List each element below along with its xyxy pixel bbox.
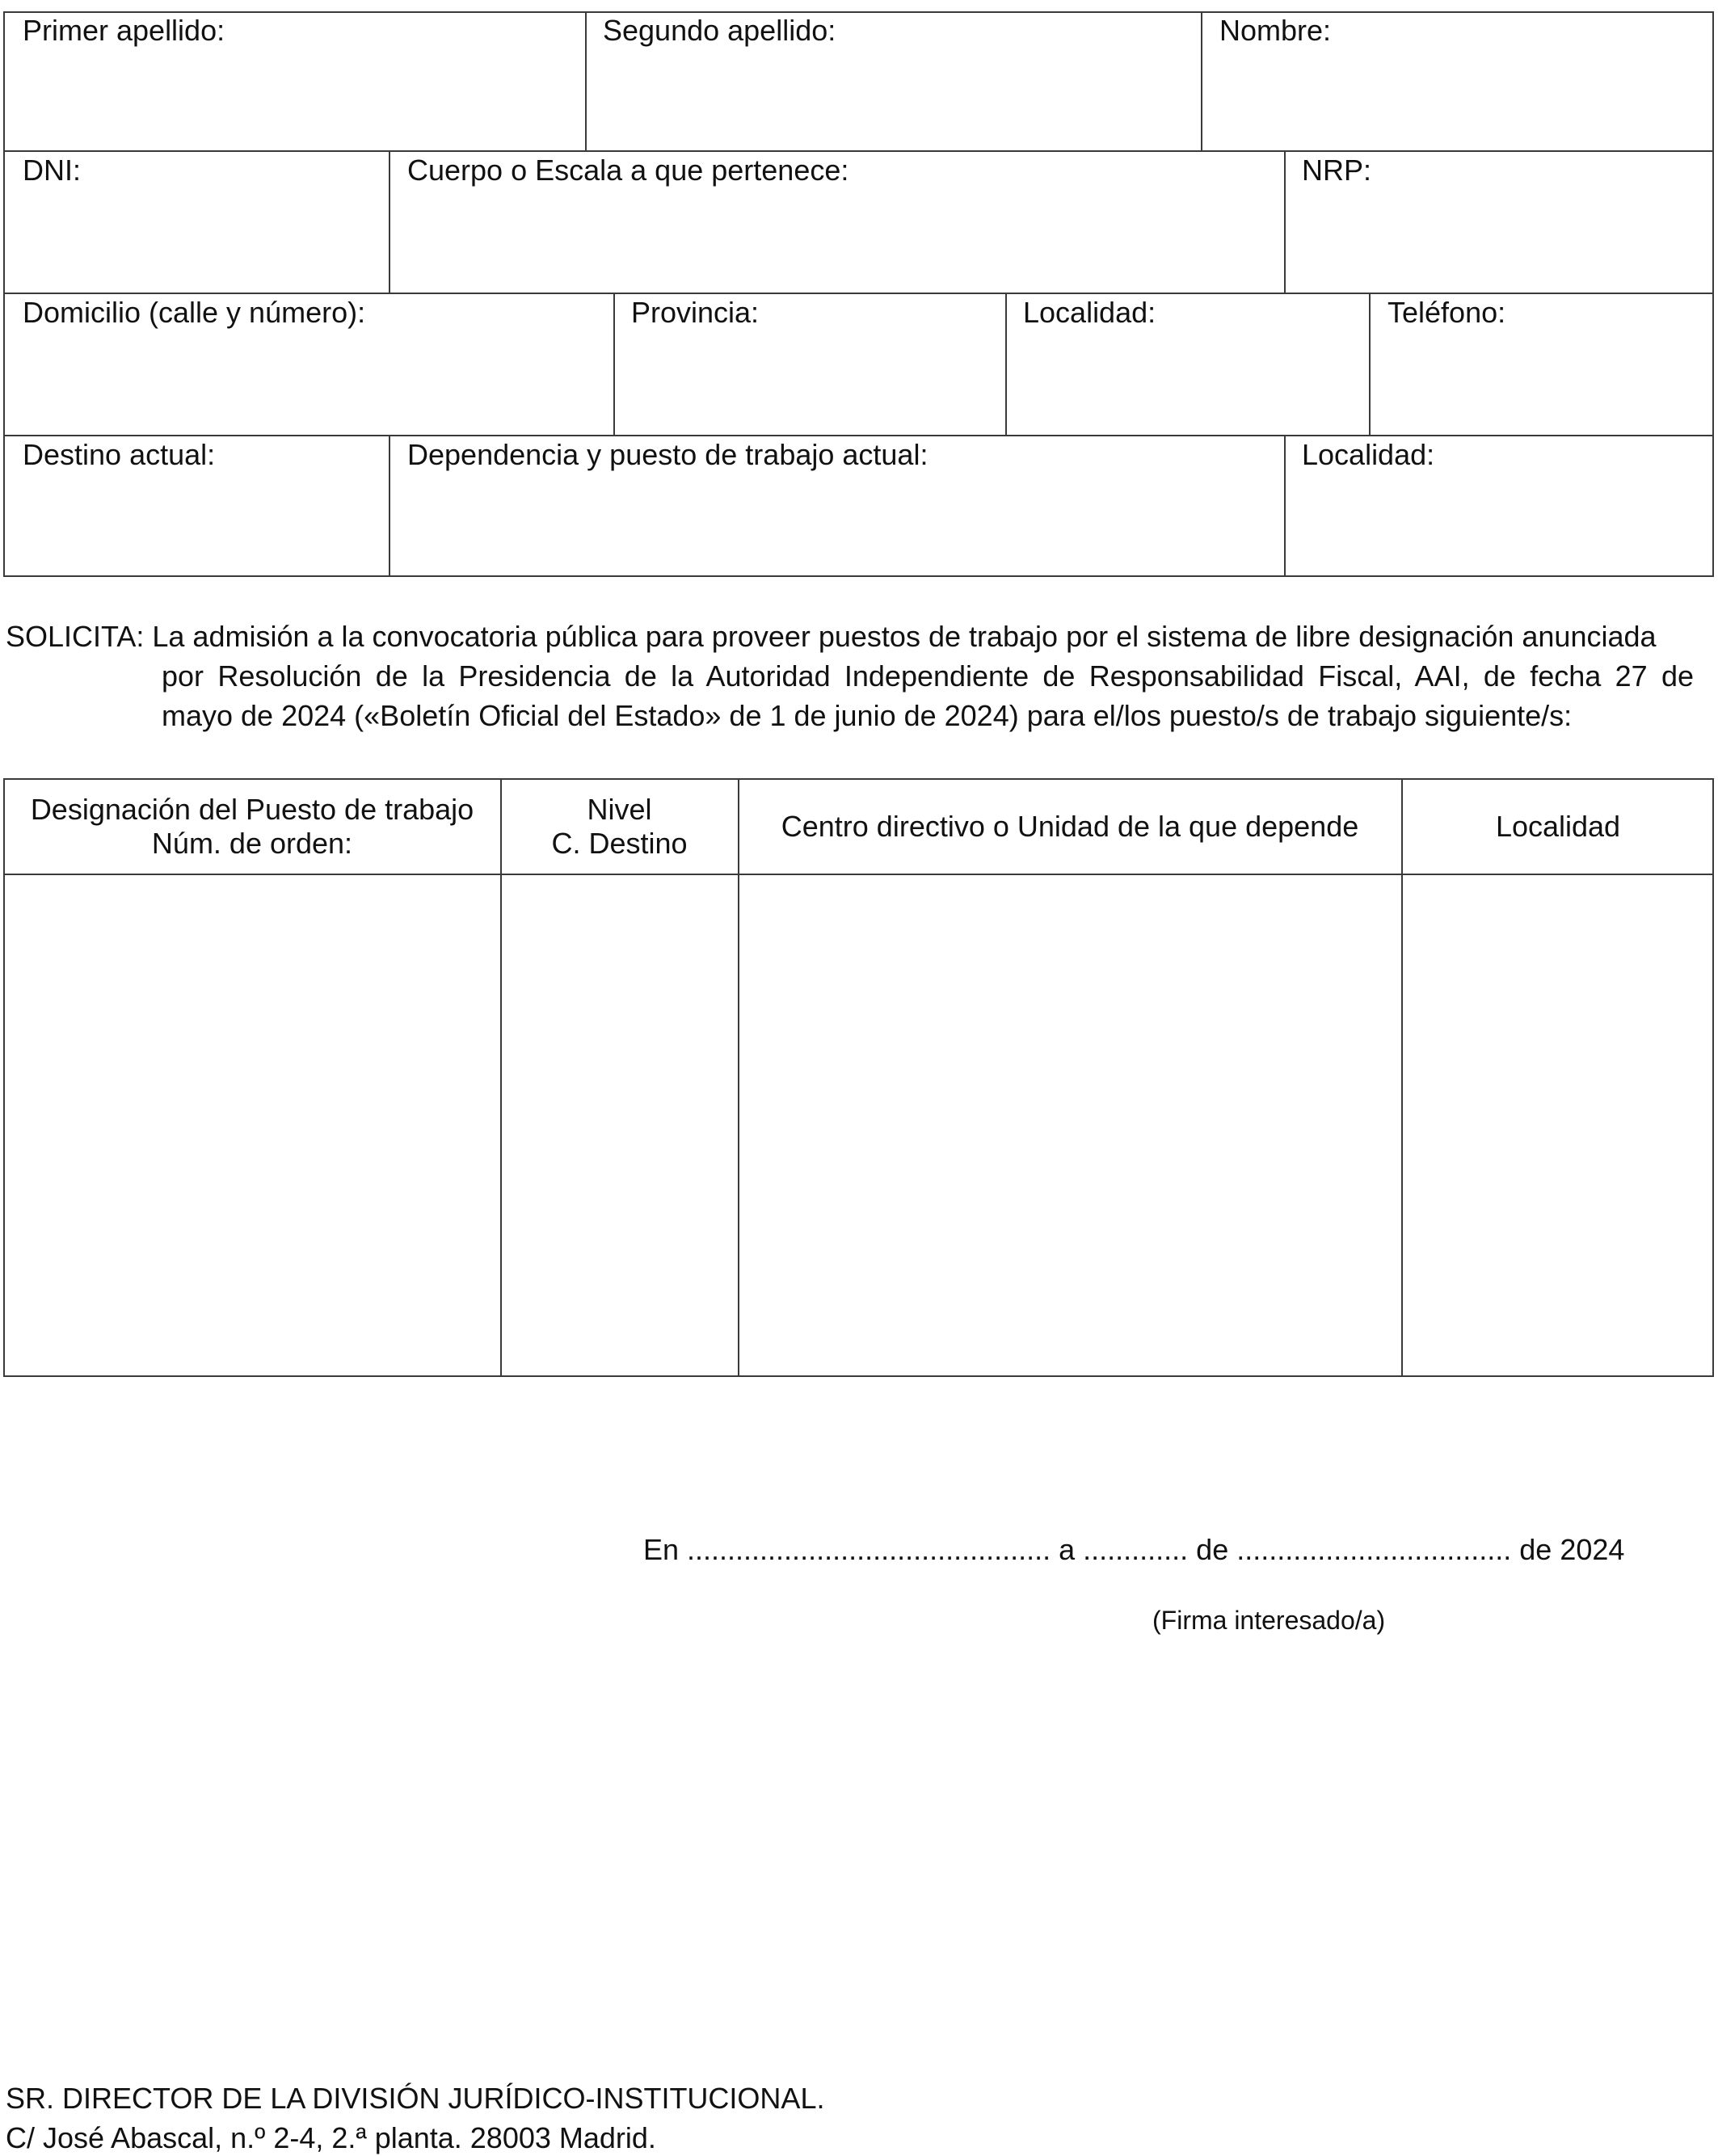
solicita-line-3: mayo de 2024 («Boletín Oficial del Estado» de 1 de junio de 2024) para el/los puesto/s de trabajo siguiente/s: [162,699,1573,732]
cuerpo-escala-field[interactable] [390,153,1282,292]
telefono-label: Teléfono: [1387,296,1506,329]
localidad-label: Localidad: [1023,296,1156,329]
dni-field[interactable] [5,153,387,292]
addressee-title: SR. DIRECTOR DE LA DIVISIÓN JURÍDICO-INSTITUCIONAL. [6,2082,825,2115]
form-row-divider [3,150,1714,152]
table-header-divider [3,874,1714,875]
header-designacion-line1: Designación del Puesto de trabajo [30,793,474,826]
destino-actual-field[interactable] [5,437,387,575]
header-localidad [1403,780,1713,874]
cell-centro-directivo[interactable] [739,876,1400,1375]
localidad-actual-label: Localidad: [1302,438,1435,471]
solicita-line-1: SOLICITA: La admisión a la convocatoria pública para proveer puestos de trabajo por el sistema de libre designación anunciada [6,620,1657,653]
destino-actual-label: Destino actual: [23,438,216,471]
dependencia-label: Dependencia y puesto de trabajo actual: [407,438,928,471]
dni-label: DNI: [23,154,81,187]
solicita-line-2: por Resolución de la Presidencia de la Autoridad Independiente de Responsabilidad Fiscal, AAI, de fecha 27 de [162,659,1694,693]
header-nivel [502,780,737,874]
nrp-field[interactable] [1286,153,1712,292]
place-date-line: En ............................................. a ............. de .................................. de 2024 [643,1533,1625,1566]
primer-apellido-field[interactable] [5,13,583,149]
telefono-field[interactable] [1371,295,1712,434]
cell-nivel[interactable] [502,876,737,1375]
cuerpo-escala-label: Cuerpo o Escala a que pertenece: [407,154,849,187]
nrp-label: NRP: [1302,154,1372,187]
domicilio-label: Domicilio (calle y número): [23,296,366,329]
provincia-label: Provincia: [631,296,760,329]
header-localidad-text: Localidad [1495,810,1621,843]
header-nivel-line2: C. Destino [551,827,688,860]
nombre-field[interactable] [1202,13,1712,149]
domicilio-field[interactable] [5,295,612,434]
header-centro-directivo-text: Centro directivo o Unidad de la que depende [781,810,1359,843]
localidad-actual-field[interactable] [1286,437,1712,575]
header-centro-directivo [739,780,1400,874]
firma-interesado-label: (Firma interesado/a) [1152,1606,1386,1635]
dependencia-field[interactable] [390,437,1282,575]
localidad-field[interactable] [1007,295,1367,434]
form-row-divider [3,293,1714,294]
cell-localidad[interactable] [1403,876,1713,1375]
primer-apellido-label: Primer apellido: [23,14,225,47]
provincia-field[interactable] [615,295,1004,434]
nombre-label: Nombre: [1219,14,1332,47]
header-nivel-line1: Nivel [587,793,652,826]
header-designacion [5,780,499,874]
form-row-divider [3,435,1714,436]
cell-designacion[interactable] [5,876,499,1375]
addressee-address: C/ José Abascal, n.º 2-4, 2.ª planta. 28003 Madrid. [6,2121,656,2154]
segundo-apellido-field[interactable] [587,13,1199,149]
segundo-apellido-label: Segundo apellido: [603,14,836,47]
header-designacion-line2: Núm. de orden: [151,827,353,860]
